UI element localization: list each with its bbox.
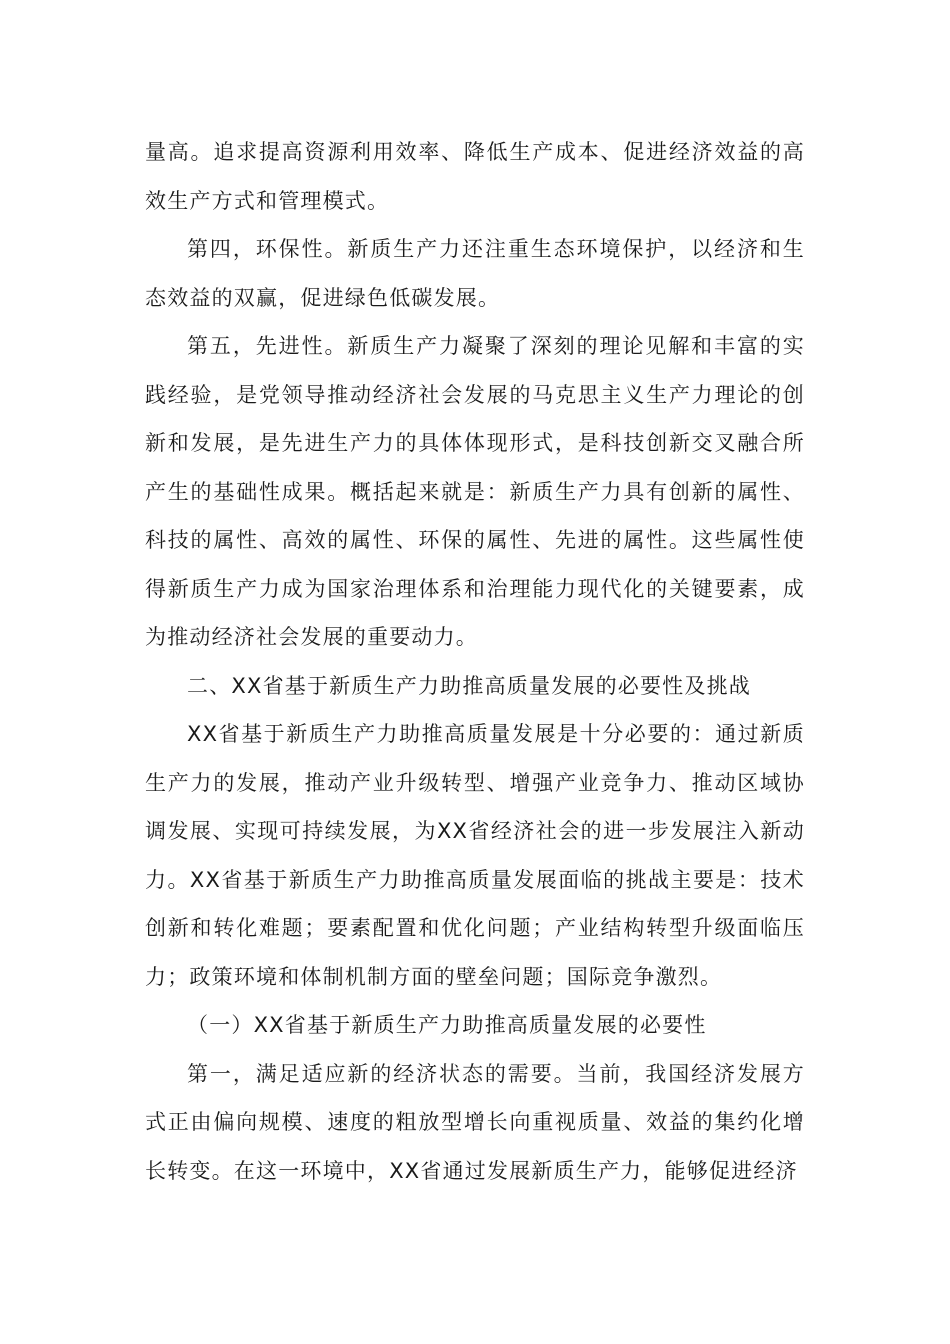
paragraph-point-four: 第四，环保性。新质生产力还注重生态环境保护，以经济和生态效益的双赢，促进绿色低碳发展。: [145, 237, 805, 310]
body-text: [145, 128, 805, 1195]
paragraph-section-intro: XX省基于新质生产力助推高质量发展是十分必要的：通过新质生产力的发展，推动产业升级转型、增强产业竞争力、推动区域协调发展、实现可持续发展，为XX省经济社会的进一步发展注入新动力。XX省基于新质生产力助推高质量发展面临的挑战主要是：技术创新和转化难题；要素配置和优化问题；产业结构转型升级面临压力；政策环境和体制机制方面的壁垒问题；国际竞争激烈。: [145, 722, 805, 989]
paragraph-point-one: 第一，满足适应新的经济状态的需要。当前，我国经济发展方式正由偏向规模、速度的粗放型增长向重视质量、效益的集约化增长转变。在这一环境中，XX省通过发展新质生产力，能够促进经济: [145, 1061, 805, 1183]
paragraph-point-five: 第五，先进性。新质生产力凝聚了深刻的理论见解和丰富的实践经验，是党领导推动经济社会发展的马克思主义生产力理论的创新和发展，是先进生产力的具体体现形式，是科技创新交叉融合所产生的基础性成果。概括起来就是：新质生产力具有创新的属性、科技的属性、高效的属性、环保的属性、先进的属性。这些属性使得新质生产力成为国家治理体系和治理能力现代化的关键要素，成为推动经济社会发展的重要动力。: [145, 334, 805, 649]
paragraph-continuation: 量高。追求提高资源利用效率、降低生产成本、促进经济效益的高效生产方式和管理模式。: [145, 140, 805, 213]
section-heading-two: 二、XX省基于新质生产力助推高质量发展的必要性及挑战: [187, 673, 751, 698]
subsection-heading-one: （一）XX省基于新质生产力助推高质量发展的必要性: [187, 1013, 707, 1037]
